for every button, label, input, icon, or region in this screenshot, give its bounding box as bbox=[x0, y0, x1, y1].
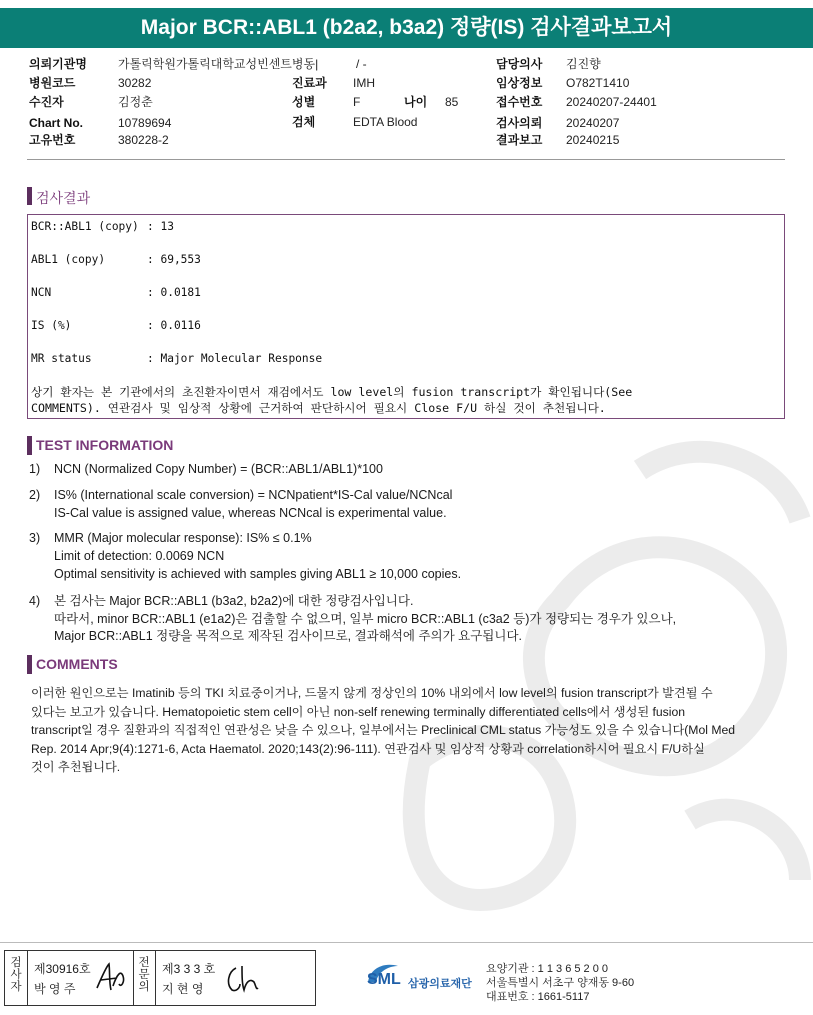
chart-value: 10789694 bbox=[118, 116, 172, 130]
test-info-line: IS% (International scale conversion) = NCNpatient*IS-Cal value/NCNcal bbox=[54, 488, 453, 502]
sml-logo-text: SML bbox=[367, 971, 401, 988]
test-info-section-title: TEST INFORMATION bbox=[36, 437, 174, 453]
specialist-signature bbox=[222, 962, 262, 996]
age-value: 85 bbox=[445, 95, 459, 109]
accession-value: 20240207-24401 bbox=[566, 95, 657, 109]
care-institution-number: 요양기관 : 1 1 3 6 5 2 0 0 bbox=[486, 963, 609, 975]
header-divider bbox=[27, 159, 785, 160]
report-title: Major BCR::ABL1 (b2a2, b3a2) 정량(IS) 검사결과보고서 bbox=[0, 8, 813, 48]
signature-box-divider bbox=[155, 951, 156, 1005]
signature-box-divider bbox=[133, 951, 134, 1005]
specialist-label-char: 전 bbox=[138, 957, 150, 969]
sex-value: F bbox=[353, 95, 361, 109]
patient-value: 김정춘 bbox=[118, 95, 153, 109]
lab-address: 서울특별시 서초구 양재동 9-60 bbox=[486, 977, 635, 989]
specialist-label-char: 의 bbox=[138, 981, 150, 993]
comments-section-marker bbox=[27, 655, 32, 674]
results-section-title: 검사결과 bbox=[36, 190, 91, 206]
hospital-code-value: 30282 bbox=[118, 76, 152, 90]
doctor-value: 김진향 bbox=[566, 57, 601, 71]
comment-line: 이러한 원인으로는 Imatinib 등의 TKI 치료중이거나, 드물지 않게 정상인의 10% 내외에서 low level의 fusion transcript가 발견될 수 bbox=[31, 686, 713, 700]
result-label-mr-status: MR status bbox=[31, 352, 92, 365]
clinical-info-label: 임상정보 bbox=[496, 76, 543, 90]
results-section-marker bbox=[27, 187, 32, 205]
test-info-line: Limit of detection: 0.0069 NCN bbox=[54, 549, 225, 563]
test-info-line: Optimal sensitivity is achieved with samples giving ABL1 ≥ 10,000 copies. bbox=[54, 567, 462, 581]
result-label-ncn: NCN bbox=[31, 286, 52, 299]
tester-signature bbox=[93, 960, 129, 996]
specimen-label: 검체 bbox=[292, 115, 316, 129]
test-info-line: 따라서, minor BCR::ABL1 (e1a2)은 검출할 수 없으며, 일부 micro BCR::ABL1 (c3a2 등)가 정량되는 경우가 있으나, bbox=[54, 612, 677, 626]
test-info-num-1: 1) bbox=[29, 462, 41, 476]
result-value-is: : 0.0116 bbox=[147, 319, 201, 332]
institution-extra: / - bbox=[356, 57, 367, 71]
age-label: 나이 bbox=[404, 95, 428, 109]
result-label-abl1: ABL1 (copy) bbox=[31, 253, 106, 266]
test-info-line: 본 검사는 Major BCR::ABL1 (b3a2, b2a2)에 대한 정량검사입니다. bbox=[54, 594, 414, 608]
specialist-name: 지 현 영 bbox=[162, 982, 204, 996]
test-info-num-2: 2) bbox=[29, 488, 41, 502]
test-info-section-marker bbox=[27, 436, 32, 455]
accession-label: 접수번호 bbox=[496, 95, 543, 109]
specialist-label-char: 문 bbox=[138, 969, 150, 981]
result-comment-line-2: COMMENTS). 연관검사 및 임상적 상황에 근거하여 판단하시어 필요시 Close F/U 하실 것이 추천됩니다. bbox=[31, 401, 606, 415]
tester-name: 박 영 주 bbox=[34, 982, 76, 996]
sex-label: 성별 bbox=[292, 95, 316, 109]
result-value-mr-status: : Major Molecular Response bbox=[147, 352, 323, 365]
test-info-line: IS-Cal value is assigned value, whereas NCNcal is experimental value. bbox=[54, 506, 447, 520]
tester-label-char: 검 bbox=[10, 957, 22, 969]
result-label-is: IS (%) bbox=[31, 319, 72, 332]
result-value-abl1: : 69,553 bbox=[147, 253, 201, 266]
test-info-num-4: 4) bbox=[29, 594, 41, 608]
hospital-code-label: 병원코드 bbox=[29, 76, 76, 90]
institution-label: 의뢰기관명 bbox=[29, 57, 87, 71]
comment-line: 것이 추천됩니다. bbox=[31, 760, 121, 774]
request-value: 20240207 bbox=[566, 116, 620, 130]
doctor-label: 담당의사 bbox=[496, 57, 543, 71]
institution-value: 가톨릭학원가톨릭대학교성빈센트병동| bbox=[118, 57, 319, 71]
chart-label: Chart No. bbox=[29, 116, 83, 130]
department-value: IMH bbox=[353, 76, 375, 90]
result-value-bcr-abl1: : 13 bbox=[147, 220, 174, 233]
specialist-license: 제3 3 3 호 bbox=[162, 962, 216, 976]
clinical-info-value: O782T1410 bbox=[566, 76, 630, 90]
report-date-label: 결과보고 bbox=[496, 133, 543, 147]
tester-label bbox=[9, 957, 23, 993]
lab-phone: 대표번호 : 1661-5117 bbox=[486, 991, 590, 1003]
tester-label-char: 자 bbox=[10, 981, 22, 993]
test-info-num-3: 3) bbox=[29, 531, 41, 545]
comment-line: 있다는 보고가 있습니다. Hematopoietic stem cell이 아닌 non-self renewing terminally differentiated cells에서 생성된 fusion bbox=[31, 705, 686, 719]
test-info-line: MMR (Major molecular response): IS% ≤ 0.1% bbox=[54, 531, 312, 545]
comment-line: transcript일 경우 질환과의 직접적인 연관성은 낮을 수 있으나, 일부에서는 Preclinical CML status 가능성도 있을 수 있습니다(Mol Med bbox=[31, 723, 736, 737]
tester-label-char: 사 bbox=[10, 969, 22, 981]
tester-license: 제30916호 bbox=[34, 962, 91, 976]
test-info-line: Major BCR::ABL1 정량을 목적으로 제작된 검사이므로, 결과해석에 주의가 요구됩니다. bbox=[54, 629, 523, 643]
specialist-label bbox=[137, 957, 151, 993]
comment-line: Rep. 2014 Apr;9(4):1271-6, Acta Haematol. 2020;143(2):96-111). 연관검사 및 임상적 상황과 correlation하시어 필요시 F/U하실 bbox=[31, 742, 705, 756]
footer-divider bbox=[0, 942, 813, 943]
report-date-value: 20240215 bbox=[566, 133, 620, 147]
test-info-line: NCN (Normalized Copy Number) = (BCR::ABL1/ABL1)*100 bbox=[54, 462, 383, 476]
department-label: 진료과 bbox=[292, 76, 327, 90]
lab-name: 삼광의료재단 bbox=[408, 978, 472, 990]
comments-section-title: COMMENTS bbox=[36, 656, 118, 672]
request-label: 검사의뢰 bbox=[496, 116, 543, 130]
result-value-ncn: : 0.0181 bbox=[147, 286, 201, 299]
specimen-value: EDTA Blood bbox=[353, 115, 418, 129]
signature-box bbox=[4, 950, 316, 1006]
result-label-bcr-abl1: BCR::ABL1 (copy) bbox=[31, 220, 139, 233]
unique-value: 380228-2 bbox=[118, 133, 169, 147]
unique-label: 고유번호 bbox=[29, 133, 76, 147]
patient-label: 수진자 bbox=[29, 95, 64, 109]
result-comment-line-1: 상기 환자는 본 기관에서의 초진환자이면서 재검에서도 low level의 fusion transcript가 확인됩니다(See bbox=[31, 385, 633, 399]
signature-box-divider bbox=[27, 951, 28, 1005]
